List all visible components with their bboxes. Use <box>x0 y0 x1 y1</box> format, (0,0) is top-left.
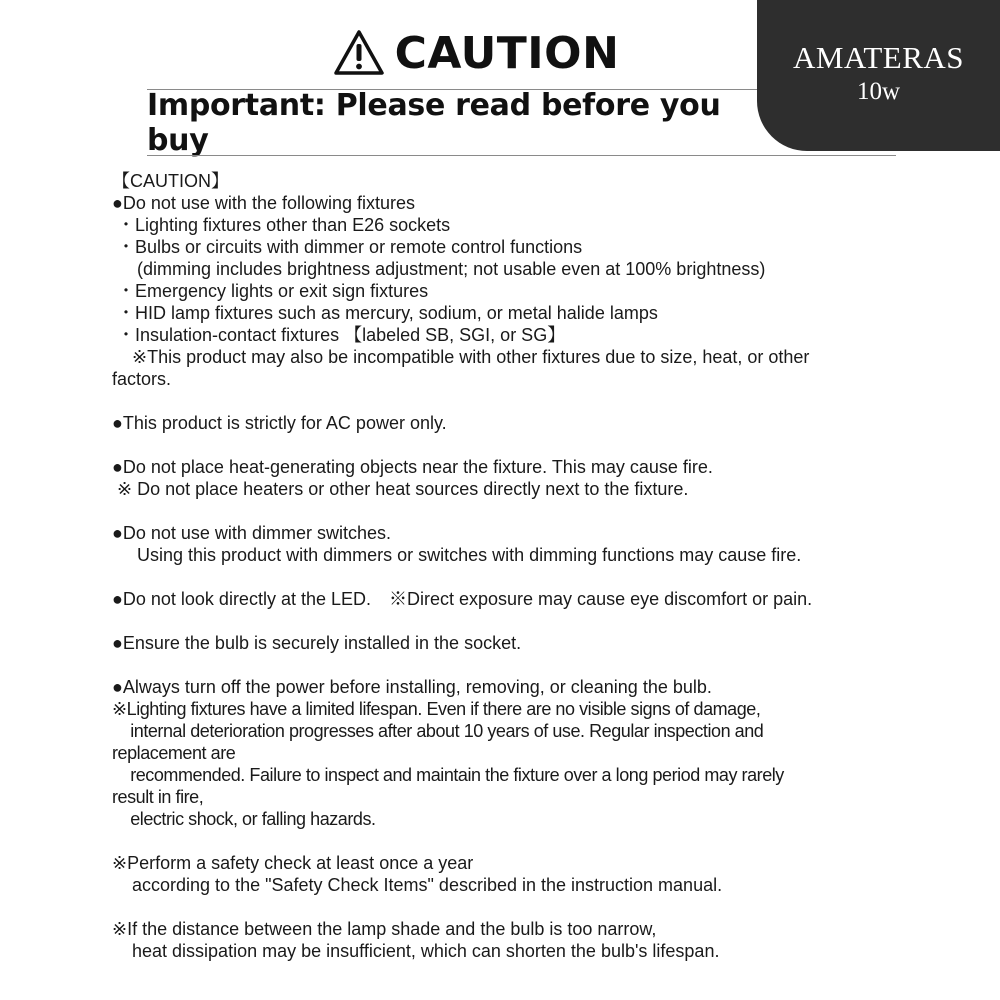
bottom-divider <box>147 155 896 156</box>
blank-line <box>112 896 892 918</box>
body-line: ●This product is strictly for AC power only. <box>112 413 447 433</box>
body-line: factors. <box>112 369 172 389</box>
warning-triangle-icon <box>333 29 385 77</box>
body-line: ※This product may also be incompatible with other fixtures due to size, heat, or other <box>112 347 810 367</box>
brand-name: AMATERAS <box>792 40 965 75</box>
body-line: ●Do not use with the following fixtures <box>112 193 416 213</box>
blank-line <box>112 500 892 522</box>
body-line: internal deterioration progresses after about 10 years of use. Regular inspection and <box>112 721 764 741</box>
body-line: ・HID lamp fixtures such as mercury, sodium, or metal halide lamps <box>112 303 658 323</box>
body-line: ・Lighting fixtures other than E26 sockets <box>112 215 451 235</box>
body-line: replacement are <box>112 743 236 763</box>
body-line: result in fire, <box>112 787 204 807</box>
body-line: ・Bulbs or circuits with dimmer or remote control functions <box>112 237 583 257</box>
blank-line <box>112 654 892 676</box>
body-line: according to the "Safety Check Items" described in the instruction manual. <box>112 875 723 895</box>
body-line: ・Insulation-contact fixtures 【labeled SB, SGI, or SG】 <box>112 325 566 345</box>
body-line: ・Emergency lights or exit sign fixtures <box>112 281 429 301</box>
body-line: heat dissipation may be insufficient, which can shorten the bulb's lifespan. <box>112 941 720 961</box>
body-line: recommended. Failure to inspect and maintain the fixture over a long period may rarely <box>112 765 784 785</box>
body-line: ※Perform a safety check at least once a year <box>112 853 474 873</box>
body-line: ●Always turn off the power before installing, removing, or cleaning the bulb. <box>112 677 712 697</box>
brand-badge <box>757 0 1000 151</box>
body-line: ●Do not use with dimmer switches. <box>112 523 391 543</box>
body-line: Using this product with dimmers or switches with dimming functions may cause fire. <box>112 545 802 565</box>
blank-line <box>112 434 892 456</box>
blank-line <box>112 830 892 852</box>
body-line: 【CAUTION】 <box>112 171 229 191</box>
body-line: ●Ensure the bulb is securely installed in the socket. <box>112 633 522 653</box>
body-line: (dimming includes brightness adjustment; not usable even at 100% brightness) <box>112 259 766 279</box>
blank-line <box>112 566 892 588</box>
body-line: ●Do not look directly at the LED. ※Direct exposure may cause eye discomfort or pain. <box>112 589 813 609</box>
body-line: ※If the distance between the lamp shade and the bulb is too narrow, <box>112 919 657 939</box>
body-line: ●Do not place heat-generating objects near the fixture. This may cause fire. <box>112 457 713 477</box>
body-line: electric shock, or falling hazards. <box>112 809 376 829</box>
blank-line <box>112 390 892 412</box>
brand-wattage: 10w <box>856 78 901 105</box>
blank-line <box>112 610 892 632</box>
caution-body <box>112 170 892 962</box>
body-line: ※Lighting fixtures have a limited lifespan. Even if there are no visible signs of damage, <box>112 699 761 719</box>
caution-title: CAUTION <box>394 27 620 79</box>
body-line: ※ Do not place heaters or other heat sources directly next to the fixture. <box>112 479 689 499</box>
page-subtitle: Important: Please read before you buy <box>147 88 721 158</box>
